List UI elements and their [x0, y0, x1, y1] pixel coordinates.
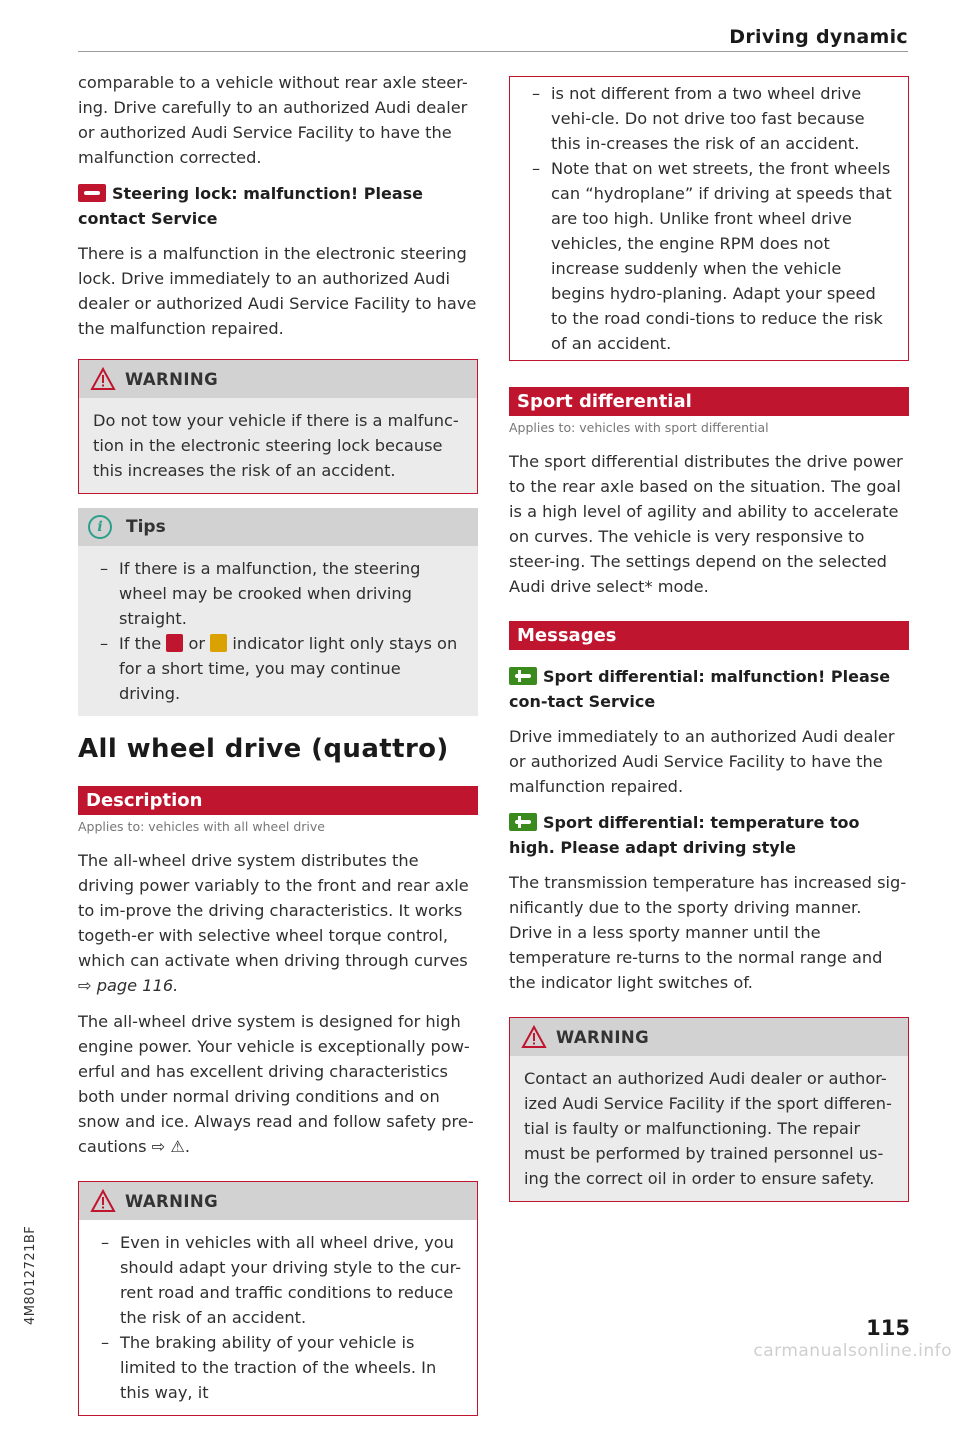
- warning-box-steering-lock: [78, 359, 478, 494]
- tips-body: [78, 546, 478, 716]
- warning-triangle-icon: [522, 1026, 546, 1048]
- warning-triangle-icon: [91, 1190, 115, 1212]
- warning-item-continued: [524, 81, 894, 156]
- steering-lock-heading: [78, 181, 478, 231]
- left-column: [78, 70, 478, 1430]
- tips-label: Tips: [126, 517, 166, 537]
- tips-item-text-mid: or: [188, 634, 206, 653]
- warning-text: Do not tow your vehicle if there is a malfunc-tion in the electronic steering lock because this increases the risk of an accident.: [79, 398, 477, 493]
- sport-differential-banner: Sport differential: [509, 387, 909, 416]
- warning-item: – Even in vehicles with all wheel drive, you should adapt your driving style to the cur-rent road and traffic conditions to reduce the risk of an accident.: [93, 1230, 463, 1330]
- warning-header: [510, 1018, 908, 1056]
- steering-lock-paragraph: There is a malfunction in the electronic steering lock. Drive immediately to an authorized Audi dealer or authorized Audi Service Facility to have the malfunction repaired.: [78, 244, 477, 338]
- tips-item-text-pre: If the: [119, 634, 162, 653]
- document-code-text: 4M8012721BF: [23, 1225, 38, 1325]
- sport-temperature-paragraph: The transmission temperature has increased sig-nificantly due to the sporty driving manner. Drive in a less sporty manner until the temperature re-turns to the normal range and the indicator light switches of.: [509, 873, 907, 992]
- right-column: [509, 78, 909, 1216]
- warning-item: – The braking ability of your vehicle is limited to the traction of the wheels. In this way, it: [93, 1330, 463, 1405]
- warning-item: – Note that on wet streets, the front wheels can “hydroplane” if driving at speeds that are too high. Unlike front wheel drive vehicles, the engine RPM does not increase suddenly when the vehicle begins hydro-planing. Adapt your speed to the road condi-tions to reduce the risk of an accident.: [524, 156, 894, 356]
- sport-differential-icon: [509, 667, 537, 685]
- tips-item: [92, 631, 464, 706]
- tips-header: [78, 508, 478, 546]
- watermark: carmanualsonline.info: [753, 1341, 952, 1361]
- warning-header: [79, 1182, 477, 1220]
- description-text: The all-wheel drive system distributes the driving power variably to the front and rear axle to im-prove the driving characteristics. It works togeth-er with selective wheel torque control, which can activate when driving through curves: [78, 851, 469, 970]
- info-icon: i: [88, 515, 112, 539]
- intro-paragraph: comparable to a vehicle without rear axle steer-ing. Drive carefully to an authorized Audi dealer or authorized Audi Service Facility to have the malfunction corrected.: [78, 73, 468, 167]
- description-paragraph-2: The all-wheel drive system is designed for high engine power. Your vehicle is exceptionally pow-erful and has excellent driving characteristics both under normal driving conditions and on snow and ice. Always read and follow safety pre-cautions ⇨ ⚠.: [78, 1012, 474, 1156]
- sport-malfunction-heading: [509, 664, 909, 714]
- applies-to-note: Applies to: vehicles with sport differential: [509, 420, 769, 435]
- tips-item: – If there is a malfunction, the steering wheel may be crooked when driving straight.: [92, 556, 464, 631]
- applies-to-note: Applies to: vehicles with all wheel drive: [78, 819, 325, 834]
- warning-body-continued: [510, 77, 908, 360]
- document-code: [22, 1195, 42, 1325]
- warning-label: WARNING: [125, 1191, 219, 1211]
- warning-text: Contact an authorized Audi dealer or author-ized Audi Service Facility if the sport differen-tial is faulty or malfunctioning. The repair must be performed by trained personnel us-ing the correct oil in order to ensure safety.: [510, 1056, 908, 1201]
- description-banner: Description: [78, 786, 478, 815]
- messages-banner: Messages: [509, 621, 909, 650]
- page-number: 115: [866, 1316, 910, 1340]
- warning-body: [79, 1220, 477, 1415]
- header-divider: [78, 51, 908, 52]
- steering-lock-warning-icon: [78, 184, 106, 202]
- sport-differential-icon: [509, 813, 537, 831]
- page-reference-link[interactable]: ⇨ page 116.: [78, 976, 179, 995]
- sport-temperature-heading: [509, 810, 909, 860]
- sport-differential-paragraph: The sport differential distributes the drive power to the rear axle based on the situation. The goal is a high level of agility and ability to accelerate on curves. The vehicle is very responsive to steer-ing. The settings depend on the selected Audi drive select* mode.: [509, 452, 903, 596]
- warning-box-continued: [509, 76, 909, 361]
- warning-box-all-wheel-drive: [78, 1181, 478, 1416]
- warning-label: WARNING: [556, 1027, 650, 1047]
- red-indicator-icon: [166, 634, 183, 652]
- heading-text: Sport differential: malfunction! Please con-tact Service: [509, 667, 891, 711]
- warning-triangle-icon: [91, 368, 115, 390]
- section-title: All wheel drive (quattro): [78, 734, 449, 764]
- tips-item-text-post: indicator light only stays on for a short time, you may continue driving.: [119, 634, 458, 703]
- heading-text: Sport differential: temperature too high. Please adapt driving style: [509, 813, 860, 857]
- description-paragraph: [78, 848, 478, 998]
- tips-box: [78, 508, 478, 716]
- warning-header: [79, 360, 477, 398]
- sport-malfunction-paragraph: Drive immediately to an authorized Audi dealer or authorized Audi Service Facility to have the malfunction repaired.: [509, 727, 895, 796]
- yellow-indicator-icon: [210, 634, 227, 652]
- steering-lock-heading-text: Steering lock: malfunction! Please contact Service: [78, 184, 424, 228]
- continued-text: is not different from a two wheel drive vehi-cle. Do not drive too fast because this in-creases the risk of an accident.: [551, 84, 865, 153]
- warning-label: WARNING: [125, 369, 219, 389]
- page-header-title: Driving dynamic: [729, 26, 908, 48]
- warning-box-sport-differential: [509, 1017, 909, 1202]
